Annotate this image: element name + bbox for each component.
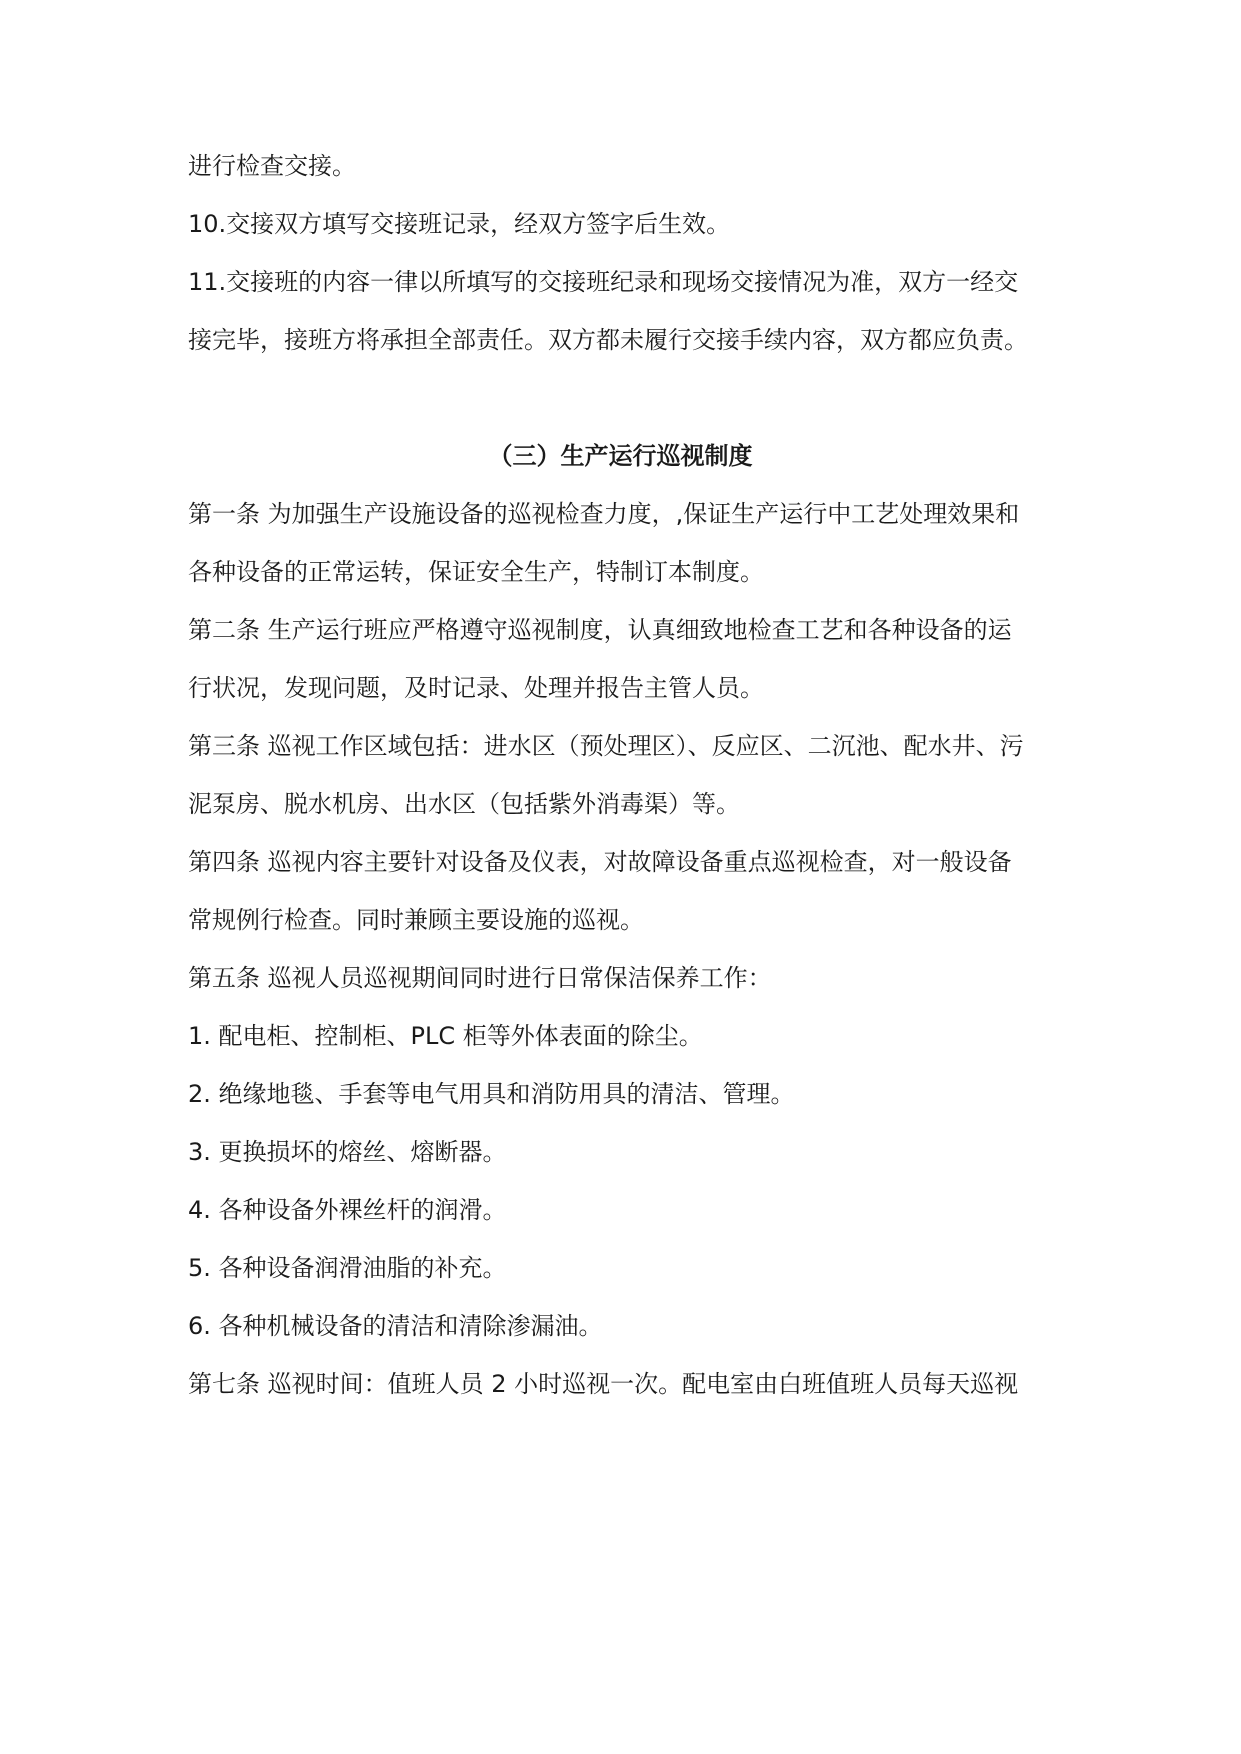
text-line: 常规例行检查。同时兼顾主要设施的巡视。: [188, 906, 644, 934]
text-line: 第二条 生产运行班应严格遵守巡视制度，认真细致地检查工艺和各种设备的运: [188, 616, 1012, 644]
text-line: 第七条 巡视时间：值班人员 2 小时巡视一次。配电室由白班值班人员每天巡视: [188, 1370, 1019, 1398]
section-heading: （三）生产运行巡视制度: [488, 442, 753, 470]
text-line: 第一条 为加强生产设施设备的巡视检查力度，,保证生产运行中工艺处理效果和: [188, 500, 1020, 528]
text-line: 10.交接双方填写交接班记录，经双方签字后生效。: [188, 210, 731, 238]
list-item: 6. 各种机械设备的清洁和清除渗漏油。: [188, 1312, 603, 1340]
list-item: 5. 各种设备润滑油脂的补充。: [188, 1254, 507, 1282]
text-line: 泥泵房、脱水机房、出水区（包括紫外消毒渠）等。: [188, 790, 740, 818]
text-line: 11.交接班的内容一律以所填写的交接班纪录和现场交接情况为准，双方一经交: [188, 268, 1019, 296]
list-item: 2. 绝缘地毯、手套等电气用具和消防用具的清洁、管理。: [188, 1080, 795, 1108]
text-line: 进行检查交接。: [188, 152, 356, 180]
text-line: 第三条 巡视工作区域包括：进水区（预处理区）、反应区、二沉池、配水井、污: [188, 732, 1024, 760]
text-line: 第四条 巡视内容主要针对设备及仪表，对故障设备重点巡视检查，对一般设备: [188, 848, 1012, 876]
text-line: 各种设备的正常运转，保证安全生产，特制订本制度。: [188, 558, 764, 586]
list-item: 1. 配电柜、控制柜、PLC 柜等外体表面的除尘。: [188, 1022, 703, 1050]
text-line: 行状况，发现问题，及时记录、处理并报告主管人员。: [188, 674, 764, 702]
text-line: 接完毕，接班方将承担全部责任。双方都未履行交接手续内容，双方都应负责。: [188, 326, 1028, 354]
list-item: 3. 更换损坏的熔丝、熔断器。: [188, 1138, 507, 1166]
list-item: 4. 各种设备外裸丝杆的润滑。: [188, 1196, 507, 1224]
text-line: 第五条 巡视人员巡视期间同时进行日常保洁保养工作：: [188, 964, 772, 992]
